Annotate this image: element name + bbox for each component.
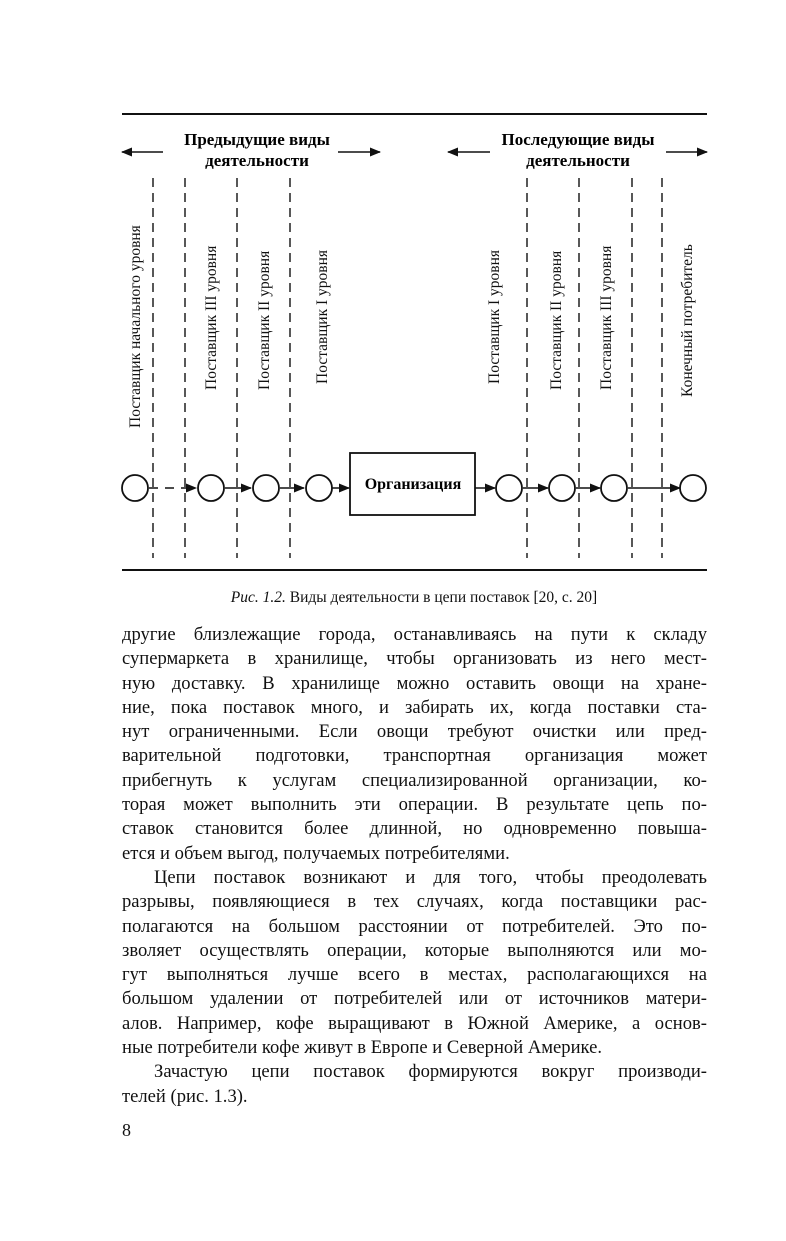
label-downstream-tier1: Поставщик I уровня [486,249,503,384]
node-initial-supplier [122,475,148,501]
node-downstream-tier3 [601,475,627,501]
paragraph [122,866,707,1060]
body-text [122,623,707,1109]
label-end-consumer: Конечный потребитель [679,244,696,397]
text-line: супермаркета в хранилище, чтобы организовать из него мест- [122,648,707,670]
downstream-heading-line2: деятельности [526,151,630,170]
page-number: 8 [122,1120,131,1140]
downstream-heading-line1: Последующие виды [501,130,655,149]
text-line: нут ограниченными. Если овощи требуют очистки или пред- [122,721,707,743]
node-downstream-tier1 [496,475,522,501]
label-upstream-tier1: Поставщик I уровня [314,249,331,384]
text-line: Цепи поставок возникают и для того, чтобы преодолевать [154,866,707,888]
text-line: ставок становится более длинной, но одновременно повыша- [122,818,707,840]
upstream-heading-line1: Предыдущие виды [184,130,330,149]
text-line: прибегнуть к услугам специализированной организации, ко- [122,769,707,791]
text-line: варительной подготовки, транспортная организация может [122,745,707,767]
caption-text: Виды деятельности в цепи поставок [20, с. 20] [289,589,598,606]
text-line: большом удалении от потребителей или от источников матери- [122,988,707,1010]
paragraph [122,1060,707,1109]
node-upstream-tier2 [253,475,279,501]
figure-caption [122,589,706,607]
label-upstream-tier3: Поставщик III уровня [203,245,220,390]
organization-label: Организация [364,476,462,493]
text-line: алов. Например, кофе выращивают в Южной Америке, а основ- [122,1012,707,1034]
text-line: торая может выполнить эти операции. В результате цепь по- [122,794,707,816]
node-upstream-tier1 [306,475,332,501]
text-line: ние, пока поставок много, и забирать их, когда поставки ста- [122,696,707,718]
node-upstream-tier3 [198,475,224,501]
label-upstream-tier2: Поставщик II уровня [256,250,273,390]
text-line: Зачастую цепи поставок формируются вокруг производи- [154,1061,707,1083]
node-downstream-tier2 [549,475,575,501]
label-upstream-initial: Поставщик начального уровня [127,225,144,428]
label-downstream-tier2: Поставщик II уровня [548,250,565,390]
text-line: ется и объем выгод, получаемых потребителями. [122,842,510,864]
text-line: телей (рис. 1.3). [122,1085,248,1107]
text-line: разрывы, появляющиеся в тех случаях, когда поставщики рас- [122,891,707,913]
caption-label: Рис. 1.2. [230,589,286,606]
text-line: ную доставку. В хранилище можно оставить овощи на хране- [122,672,707,694]
upstream-heading-line2: деятельности [205,151,309,170]
label-downstream-tier3: Поставщик III уровня [598,245,615,390]
supply-chain-figure [0,0,786,590]
text-line: ные потребители кофе живут в Европе и Северной Америке. [122,1037,602,1059]
text-line: зволяет осуществлять операции, которые выполняются или мо- [122,939,707,961]
paragraph [122,623,707,866]
node-end-consumer [680,475,706,501]
text-line: гут выполняться лучше всего в местах, располагающихся на [122,964,707,986]
text-line: другие близлежащие города, останавливаясь на пути к складу [122,624,707,645]
text-line: полагаются на большом расстоянии от потребителей. Это по- [122,915,707,937]
